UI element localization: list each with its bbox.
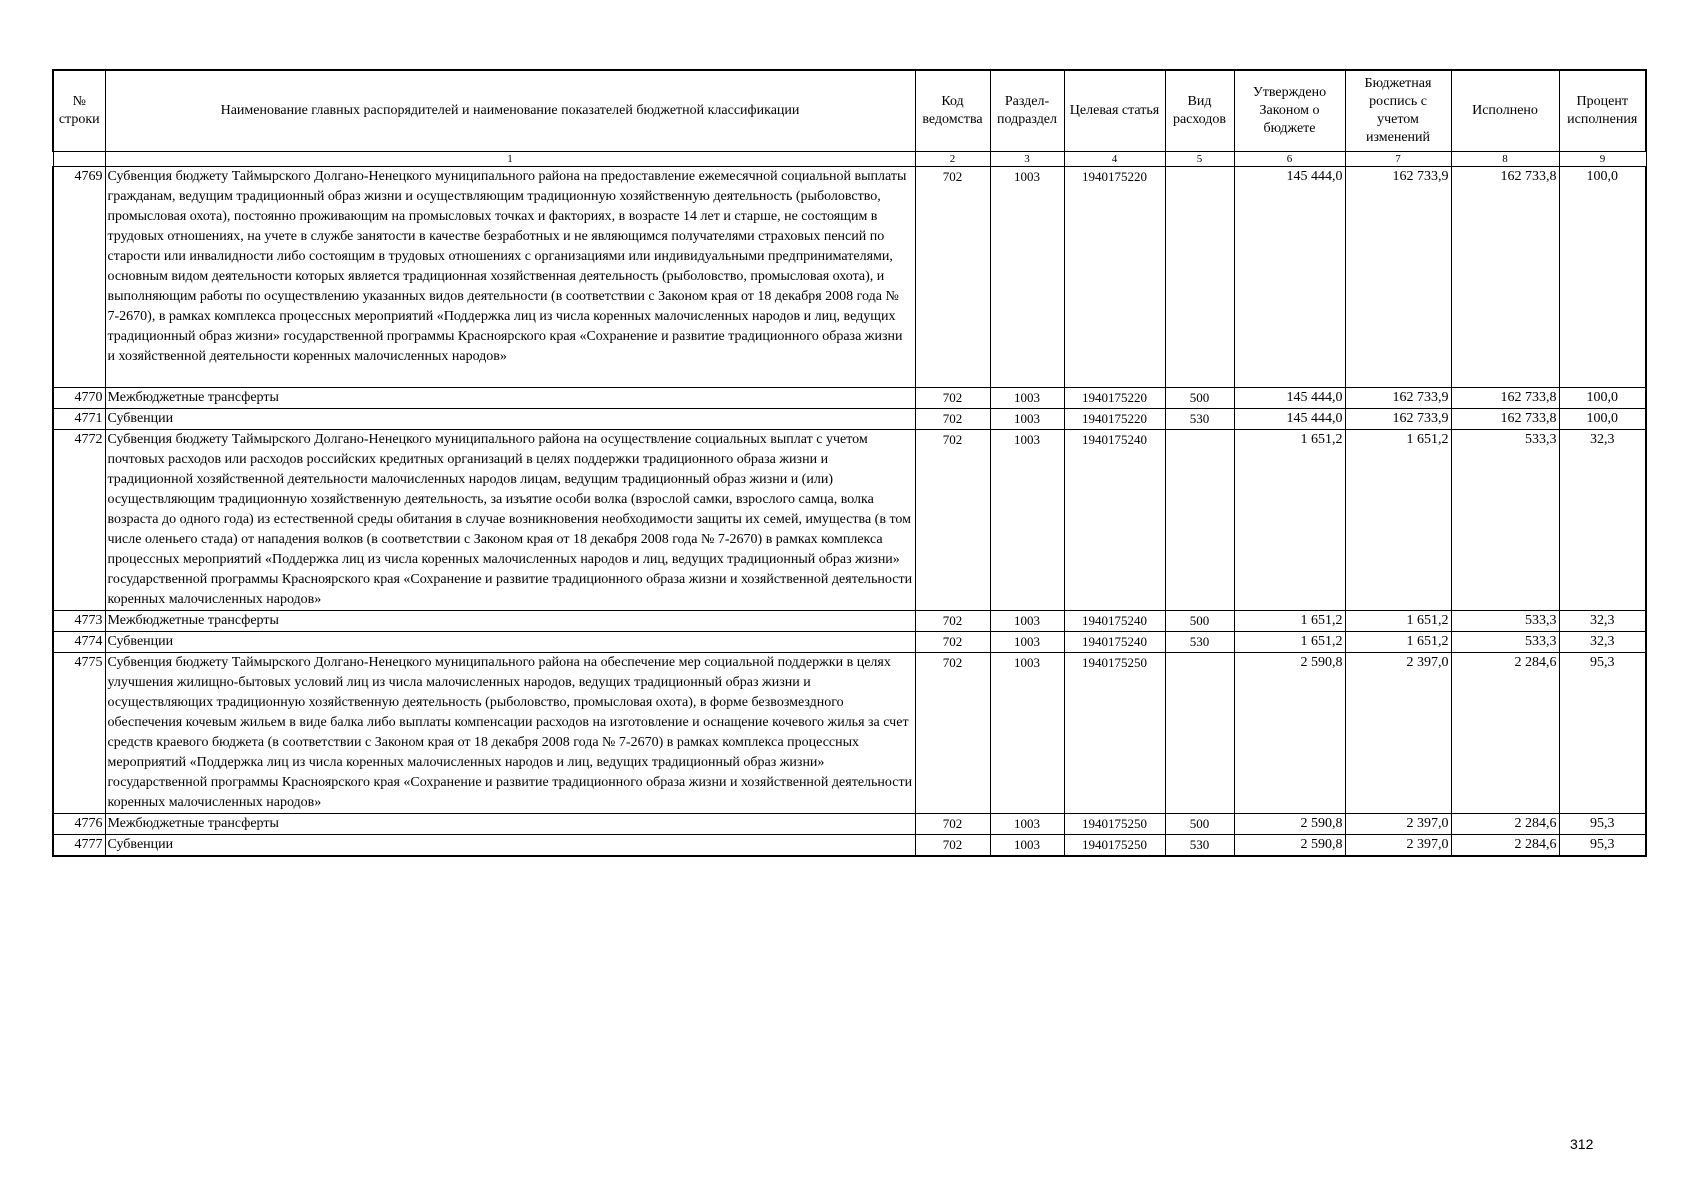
col-number-6: 6: [1234, 152, 1345, 167]
row-target-article: 1940175240: [1064, 611, 1165, 632]
row-expense-kind: [1165, 167, 1234, 388]
table-row: [53, 430, 1646, 611]
row-executed: 162 733,8: [1451, 167, 1559, 388]
row-executed: 2 284,6: [1451, 814, 1559, 835]
row-dept-code: 702: [915, 835, 990, 857]
col-number-1: 1: [105, 152, 915, 167]
row-revised: 162 733,9: [1345, 388, 1451, 409]
row-target-article: 1940175220: [1064, 388, 1165, 409]
col-header-approved: Утверждено Законом о бюджете: [1234, 70, 1345, 152]
col-header-row-number: № строки: [53, 70, 105, 152]
row-name: Межбюджетные трансферты: [105, 611, 915, 632]
row-dept-code: 702: [915, 611, 990, 632]
row-name: Субвенции: [105, 835, 915, 857]
row-target-article: 1940175240: [1064, 430, 1165, 611]
row-percent: 100,0: [1559, 409, 1646, 430]
col-header-expense-kind: Вид расходов: [1165, 70, 1234, 152]
row-revised: 1 651,2: [1345, 611, 1451, 632]
col-header-target-article: Целевая статья: [1064, 70, 1165, 152]
row-executed: 533,3: [1451, 632, 1559, 653]
row-expense-kind: 500: [1165, 814, 1234, 835]
row-name: Межбюджетные трансферты: [105, 814, 915, 835]
row-expense-kind: [1165, 653, 1234, 814]
col-number-7: 7: [1345, 152, 1451, 167]
row-executed: 2 284,6: [1451, 835, 1559, 857]
row-section: 1003: [990, 167, 1064, 388]
row-dept-code: 702: [915, 632, 990, 653]
table-row: [53, 409, 1646, 430]
row-approved: 145 444,0: [1234, 167, 1345, 388]
row-dept-code: 702: [915, 653, 990, 814]
row-name: Субвенция бюджету Таймырского Долгано-Ненецкого муниципального района на обеспечение мер социальной поддержки в целях улучшения жилищно-бытовых условий лиц из числа малочисленных народов, ведущих традиционный образ жизни и осуществляющих традиционную хозяйственную деятельность (рыболовство, промысловая охота), в форме безвозмездного обеспечения кочевым жильем в виде балка либо выплаты компенсации расходов на изготовление и оснащение кочевого жилья за счет средств краевого бюджета (в соответствии с Законом края от 18 декабря 2008 года № 7-2670) в рамках комплекса процессных мероприятий «Поддержка лиц из числа коренных малочисленных народов и лиц, ведущих традиционный образ жизни» государственной программы Красноярского края «Сохранение и развитие традиционного образа жизни и хозяйственной деятельности коренных малочисленных народов»: [105, 653, 915, 814]
row-target-article: 1940175240: [1064, 632, 1165, 653]
row-dept-code: 702: [915, 430, 990, 611]
table-row: [53, 632, 1646, 653]
row-dept-code: 702: [915, 409, 990, 430]
row-approved: 2 590,8: [1234, 835, 1345, 857]
row-revised: 2 397,0: [1345, 835, 1451, 857]
row-approved: 145 444,0: [1234, 409, 1345, 430]
row-name: Межбюджетные трансферты: [105, 388, 915, 409]
col-header-percent: Процент исполнения: [1559, 70, 1646, 152]
row-dept-code: 702: [915, 814, 990, 835]
budget-execution-table: [52, 69, 1647, 857]
col-number-9: 9: [1559, 152, 1646, 167]
row-executed: 162 733,8: [1451, 388, 1559, 409]
row-number: 4770: [53, 388, 105, 409]
col-number-5: 5: [1165, 152, 1234, 167]
row-approved: 2 590,8: [1234, 814, 1345, 835]
row-number: 4771: [53, 409, 105, 430]
row-revised: 1 651,2: [1345, 430, 1451, 611]
row-section: 1003: [990, 409, 1064, 430]
col-header-dept-code: Код ведомства: [915, 70, 990, 152]
col-number-0: [53, 152, 105, 167]
col-number-4: 4: [1064, 152, 1165, 167]
row-approved: 145 444,0: [1234, 388, 1345, 409]
row-percent: 95,3: [1559, 835, 1646, 857]
row-target-article: 1940175220: [1064, 167, 1165, 388]
row-revised: 2 397,0: [1345, 653, 1451, 814]
col-header-executed: Исполнено: [1451, 70, 1559, 152]
row-name: Субвенции: [105, 409, 915, 430]
row-section: 1003: [990, 632, 1064, 653]
table-body: [53, 167, 1646, 857]
row-expense-kind: 500: [1165, 611, 1234, 632]
row-percent: 95,3: [1559, 814, 1646, 835]
row-executed: 533,3: [1451, 430, 1559, 611]
row-section: 1003: [990, 814, 1064, 835]
row-number: 4774: [53, 632, 105, 653]
row-section: 1003: [990, 611, 1064, 632]
row-approved: 1 651,2: [1234, 611, 1345, 632]
row-target-article: 1940175250: [1064, 653, 1165, 814]
row-number: 4775: [53, 653, 105, 814]
row-number: 4776: [53, 814, 105, 835]
row-approved: 1 651,2: [1234, 430, 1345, 611]
row-revised: 162 733,9: [1345, 409, 1451, 430]
row-percent: 32,3: [1559, 632, 1646, 653]
table-row: [53, 653, 1646, 814]
row-expense-kind: 530: [1165, 409, 1234, 430]
row-revised: 2 397,0: [1345, 814, 1451, 835]
table-row: [53, 388, 1646, 409]
row-section: 1003: [990, 835, 1064, 857]
row-target-article: 1940175220: [1064, 409, 1165, 430]
row-percent: 100,0: [1559, 167, 1646, 388]
col-header-name: Наименование главных распорядителей и наименование показателей бюджетной классификации: [105, 70, 915, 152]
row-number: 4769: [53, 167, 105, 388]
row-name: Субвенции: [105, 632, 915, 653]
row-section: 1003: [990, 388, 1064, 409]
row-executed: 533,3: [1451, 611, 1559, 632]
table-row: [53, 611, 1646, 632]
table-row: [53, 814, 1646, 835]
table-row: [53, 835, 1646, 857]
table-row: [53, 167, 1646, 388]
row-dept-code: 702: [915, 388, 990, 409]
col-header-section: Раздел-подраздел: [990, 70, 1064, 152]
row-revised: 1 651,2: [1345, 632, 1451, 653]
col-header-revised: Бюджетная роспись с учетом изменений: [1345, 70, 1451, 152]
row-percent: 32,3: [1559, 430, 1646, 611]
col-number-2: 2: [915, 152, 990, 167]
row-number: 4777: [53, 835, 105, 857]
row-name: Субвенция бюджету Таймырского Долгано-Ненецкого муниципального района на предоставление ежемесячной социальной выплаты гражданам, ведущим традиционный образ жизни и осуществляющим традиционную хозяйственную деятельность (рыболовство, промысловая охота), постоянно проживающим на промысловых точках и факториях, в возрасте 14 лет и старше, не состоящим в трудовых отношениях, на учете в службе занятости в качестве безработных и не являющимся получателями страховых пенсий по старости или инвалидности либо состоящим в трудовых отношениях с организациями или индивидуальными предпринимателями, основным видом деятельности которых является традиционная хозяйственная деятельность (рыболовство, промысловая охота), и выполняющим работы по осуществлению указанных видов деятельности (в соответствии с Законом края от 18 декабря 2008 года № 7-2670), в рамках комплекса процессных мероприятий «Поддержка лиц из числа коренных малочисленных народов и лиц, ведущих традиционный образ жизни» государственной программы Красноярского края «Сохранение и развитие традиционного образа жизни и хозяйственной деятельности коренных малочисленных народов»: [105, 167, 915, 388]
row-percent: 32,3: [1559, 611, 1646, 632]
row-approved: 1 651,2: [1234, 632, 1345, 653]
row-number: 4772: [53, 430, 105, 611]
row-percent: 100,0: [1559, 388, 1646, 409]
row-name: Субвенция бюджету Таймырского Долгано-Ненецкого муниципального района на осуществление социальных выплат с учетом почтовых расходов или расходов российских кредитных организаций в целях поддержки традиционного образа жизни и традиционной хозяйственной деятельности малочисленных народов лицам, ведущим традиционный образ жизни и (или) осуществляющим традиционную хозяйственную деятельность, за изъятие особи волка (взрослой самки, взрослого самца, волка возраста до одного года) из естественной среды обитания в случае возникновения необходимости защиты их семей, имущества (в том числе оленьего стада) от нападения волков (в соответствии с Законом края от 18 декабря 2008 года № 7-2670) в рамках комплекса процессных мероприятий «Поддержка лиц из числа коренных малочисленных народов и лиц, ведущих традиционный образ жизни» государственной программы Красноярского края «Сохранение и развитие традиционного образа жизни и хозяйственной деятельности коренных малочисленных народов»: [105, 430, 915, 611]
row-section: 1003: [990, 653, 1064, 814]
row-dept-code: 702: [915, 167, 990, 388]
row-executed: 162 733,8: [1451, 409, 1559, 430]
row-expense-kind: 530: [1165, 835, 1234, 857]
row-expense-kind: 500: [1165, 388, 1234, 409]
row-target-article: 1940175250: [1064, 814, 1165, 835]
row-approved: 2 590,8: [1234, 653, 1345, 814]
row-expense-kind: [1165, 430, 1234, 611]
row-number: 4773: [53, 611, 105, 632]
page-number: 312: [1570, 1136, 1594, 1152]
col-number-3: 3: [990, 152, 1064, 167]
row-section: 1003: [990, 430, 1064, 611]
row-revised: 162 733,9: [1345, 167, 1451, 388]
row-percent: 95,3: [1559, 653, 1646, 814]
col-number-8: 8: [1451, 152, 1559, 167]
row-executed: 2 284,6: [1451, 653, 1559, 814]
row-target-article: 1940175250: [1064, 835, 1165, 857]
row-expense-kind: 530: [1165, 632, 1234, 653]
